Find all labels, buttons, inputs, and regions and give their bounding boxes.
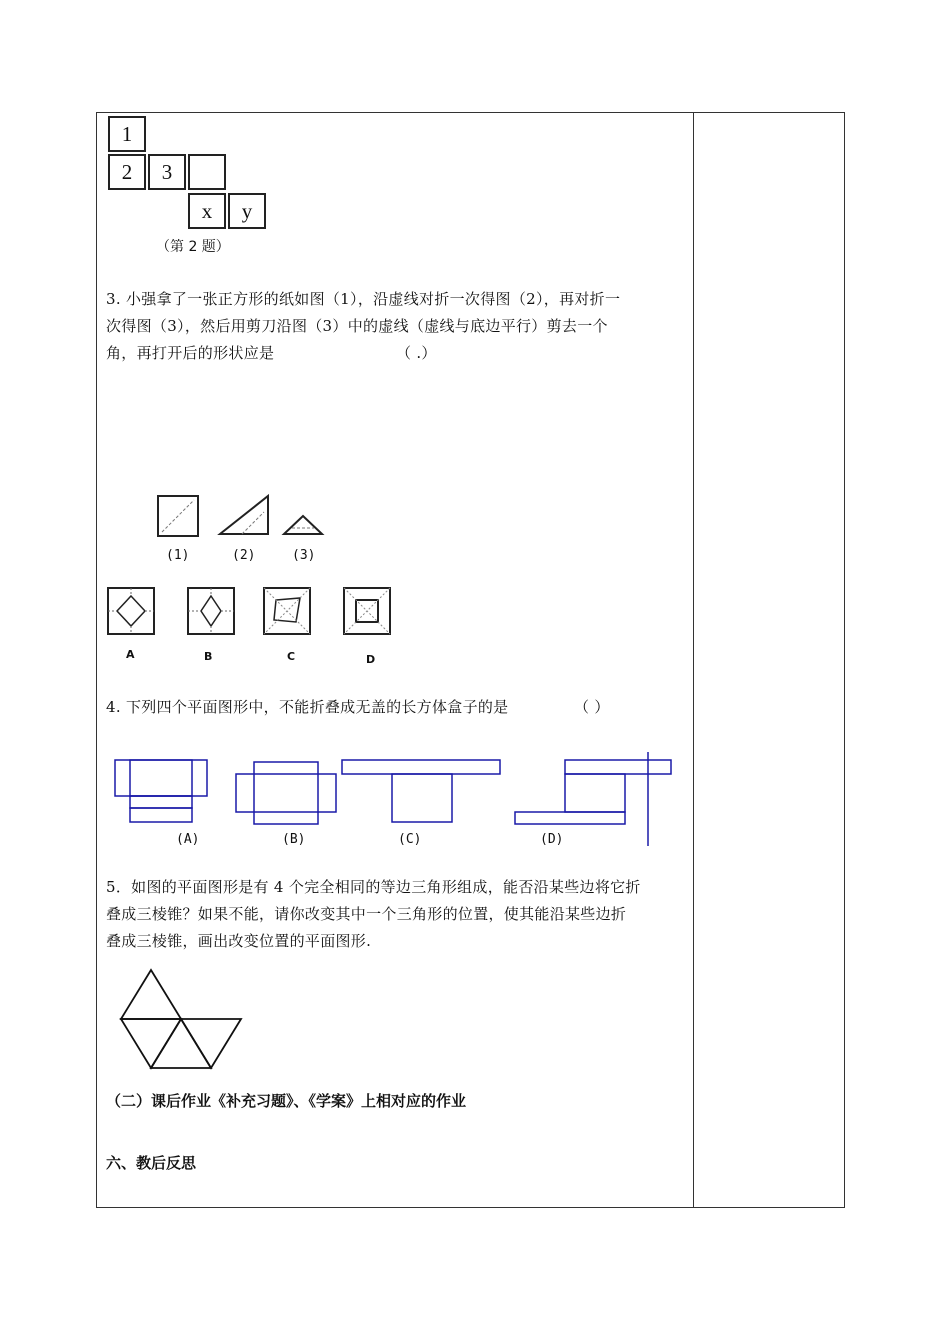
triangle-bottom-left — [121, 1019, 181, 1068]
q4-answer-paren: （ ） — [574, 698, 610, 716]
fig2-dashed-line — [242, 512, 264, 534]
fig3-label: (3) — [292, 548, 316, 563]
fig2-label: (2) — [232, 548, 256, 563]
triangle-right — [181, 1019, 241, 1068]
net-c-label: (C) — [398, 832, 422, 847]
q5-line-3: 叠成三棱锥，画出改变位置的平面图形. — [106, 932, 372, 950]
option-a-label: A — [126, 648, 135, 661]
homework-line: （二）课后作业《补充习题》、《学案》上相对应的作业 — [106, 1092, 467, 1110]
triangle-top — [121, 970, 181, 1019]
net-a-label: (A) — [176, 832, 200, 847]
net-cell-y: y — [228, 193, 266, 229]
fig1-dashed-line — [162, 500, 194, 532]
q5-triangle-net — [114, 964, 254, 1074]
q4-question: 4. 下列四个平面图形中，不能折叠成无盖的长方体盒子的是 — [106, 698, 509, 716]
option-b-figure — [188, 588, 234, 634]
q3-line-3: 角，再打开后的形状应是 — [106, 344, 275, 362]
q5-line-2: 叠成三棱锥？如果不能，请你改变其中一个三角形的位置，使其能沿某些边折 — [106, 905, 627, 923]
net-b-label: (B) — [282, 832, 306, 847]
option-a-figure — [108, 588, 154, 634]
net-cell-1: 1 — [108, 116, 146, 152]
option-d-label: D — [366, 653, 376, 666]
net-cell-2: 2 — [108, 154, 146, 190]
net-cell-x: x — [188, 193, 226, 229]
q3-line-2: 次得图（3），然后用剪刀沿图（3）中的虚线（虚线与底边平行）剪去一个 — [106, 317, 608, 335]
reflection-heading: 六、教后反思 — [106, 1154, 197, 1172]
net-d-label: (D) — [540, 832, 564, 847]
fig1-label: (1) — [166, 548, 190, 563]
q3-option-figures — [104, 584, 404, 640]
option-d-figure — [344, 588, 390, 634]
net-d — [515, 752, 671, 846]
net-c — [342, 760, 500, 822]
net-b — [236, 762, 336, 824]
net-cell-3: 3 — [148, 154, 186, 190]
option-c-label: C — [287, 650, 296, 663]
option-b-label: B — [204, 650, 213, 663]
q2-caption: （第 2 题） — [156, 239, 230, 255]
column-divider — [693, 112, 694, 1208]
net-cell-4 — [188, 154, 226, 190]
q5-line-1: 5．如图的平面图形是有 4 个完全相同的等边三角形组成，能否沿某些边将它折 — [106, 878, 641, 896]
q3-fold-figures — [150, 490, 350, 540]
triangle-bottom-mid — [151, 1019, 211, 1068]
option-c-figure — [264, 588, 310, 634]
net-a — [115, 760, 207, 822]
q3-line-1: 3. 小强拿了一张正方形的纸如图（1），沿虚线对折一次得图（2），再对折一 — [106, 290, 621, 308]
q3-answer-paren: （ .） — [396, 344, 437, 362]
fig3-triangle — [284, 516, 322, 534]
